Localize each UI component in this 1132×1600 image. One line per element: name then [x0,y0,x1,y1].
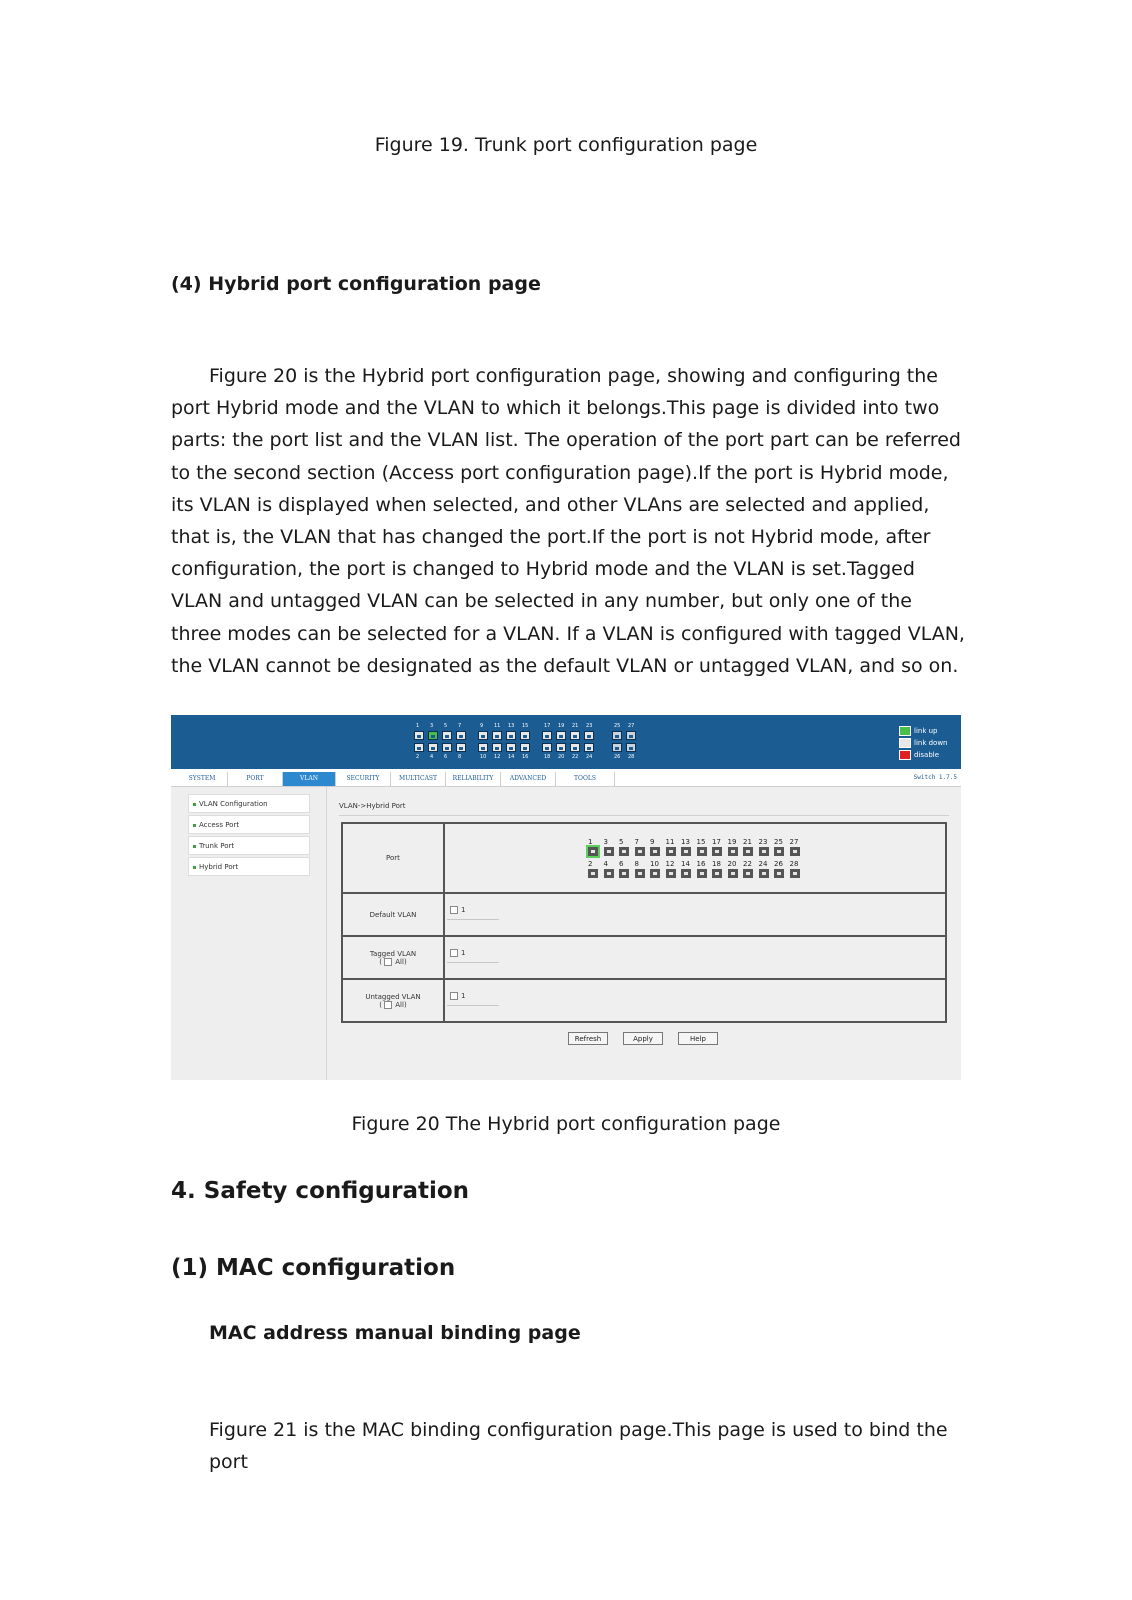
port-select-icon[interactable] [774,847,784,856]
header-port-icon[interactable] [414,743,424,752]
header-port-icon[interactable] [428,731,438,740]
header-port-icon[interactable] [570,731,580,740]
port-number: 12 [665,860,675,868]
switch-header [171,715,961,769]
port-number: 5 [619,838,624,846]
header-port-icon[interactable] [626,731,636,740]
header-port-icon[interactable] [542,731,552,740]
header-port-icon[interactable] [520,743,530,752]
vlan-sidebar [171,787,327,1080]
port-select-icon[interactable] [666,869,676,878]
default-vlan-label [343,894,445,935]
header-port-number: 16 [522,754,529,760]
tab-advanced[interactable]: ADVANCED [501,772,556,786]
port-select-icon[interactable] [635,869,645,878]
port-select-icon[interactable] [743,869,753,878]
header-port-number: 19 [558,723,565,729]
port-number: 8 [634,860,639,868]
header-port-number: 21 [572,723,579,729]
header-port-icon[interactable] [456,731,466,740]
tagged-all-toggle [379,958,406,966]
untagged-vlan-row [343,980,945,1021]
port-number: 21 [743,838,752,846]
header-port-icon[interactable] [570,743,580,752]
port-number: 13 [681,838,690,846]
disable-icon [899,750,911,760]
port-select-icon[interactable] [588,869,598,878]
help-button[interactable]: Help [678,1032,718,1045]
header-port-icon[interactable] [584,731,594,740]
tagged-vlan-1-checkbox[interactable] [450,949,458,957]
port-number: 18 [712,860,721,868]
hybrid-config-table [341,822,947,1023]
default-vlan-label-text: Default VLAN [369,910,417,919]
fig21-paragraph: Figure 21 is the MAC binding configuration page.This page is used to bind the port [209,1419,948,1474]
port-number: 20 [727,860,737,868]
port-number: 22 [743,860,752,868]
port-select-icon[interactable] [728,869,738,878]
default-vlan-row [343,894,945,937]
port-number: 28 [789,860,799,868]
port-select-icon[interactable] [635,847,645,856]
port-select-icon[interactable] [774,869,784,878]
port-number: 10 [650,860,659,868]
port-select-icon[interactable] [604,869,614,878]
header-port-icon[interactable] [492,731,502,740]
header-port-number: 6 [444,754,448,760]
header-port-number: 5 [444,723,448,729]
port-label [343,824,445,892]
port-select-icon[interactable] [666,847,676,856]
port-number: 3 [603,838,608,846]
port-number: 25 [774,838,783,846]
untagged-vlan-1-label: 1 [461,992,466,1000]
port-select-icon[interactable] [743,847,753,856]
header-port-icon[interactable] [428,743,438,752]
port-number: 23 [758,838,768,846]
port-select-icon[interactable] [790,847,800,856]
header-port-icon[interactable] [506,731,516,740]
header-port-number: 12 [494,754,501,760]
apply-button[interactable]: Apply [623,1032,663,1045]
header-port-icon[interactable] [556,731,566,740]
figure-20-caption: Figure 20 The Hybrid port configuration page [351,1113,781,1135]
link-up-icon [899,726,911,736]
untagged-all-toggle [379,1001,406,1009]
header-port-number: 18 [544,754,551,760]
header-port-icon[interactable] [478,731,488,740]
header-port-number: 25 [614,723,621,729]
header-port-number: 23 [586,723,593,729]
header-port-number: 9 [480,723,484,729]
header-port-number: 11 [494,723,501,729]
header-port-icon[interactable] [506,743,516,752]
header-port-number: 14 [508,754,515,760]
default-vlan-value [447,894,945,935]
sidebar-item-vlan-configuration[interactable]: VLAN Configuration [188,794,310,813]
tagged-vlan-label [343,937,445,978]
port-select-icon[interactable] [619,847,629,856]
tab-multicast[interactable]: MULTICAST [391,772,446,786]
tagged-vlan-value [447,937,945,978]
port-select-icon[interactable] [697,869,707,878]
tagged-all-label: All) [395,957,407,966]
port-number: 1 [588,838,593,846]
port-select-icon[interactable] [712,869,722,878]
hybrid-port-screenshot [171,715,961,1080]
header-port-icon[interactable] [442,743,452,752]
header-port-icon[interactable] [456,743,466,752]
value-underline [447,919,499,920]
port-select-icon[interactable] [604,847,614,856]
breadcrumb-divider [339,815,949,816]
default-vlan-1-checkbox[interactable] [450,906,458,914]
header-port-icon[interactable] [612,743,622,752]
mac-binding-heading: MAC address manual binding page [209,1322,581,1344]
header-port-icon[interactable] [626,743,636,752]
port-number: 15 [696,838,706,846]
port-number: 2 [588,860,593,868]
header-port-icon[interactable] [584,743,594,752]
port-number: 19 [727,838,737,846]
tab-reliability[interactable]: RELIABILITY [446,772,501,786]
header-port-number: 1 [416,723,420,729]
figure-19-caption: Figure 19. Trunk port configuration page [374,134,758,156]
port-select-icon[interactable] [697,847,707,856]
section-4-heading: 4. Safety configuration [171,1178,470,1204]
port-select-icon[interactable] [619,869,629,878]
header-port-number: 26 [614,754,621,760]
tagged-vlan-label-text: Tagged VLAN [369,949,417,958]
port-legend [899,725,948,761]
port-number: 24 [758,860,768,868]
port-select-icon[interactable] [650,869,660,878]
untagged-vlan-1-checkbox[interactable] [450,992,458,1000]
header-port-icon[interactable] [556,743,566,752]
refresh-button[interactable]: Refresh [568,1032,608,1045]
header-port-number: 4 [430,754,434,760]
header-port-icon[interactable] [520,731,530,740]
port-select-icon[interactable] [728,847,738,856]
port-number: 7 [634,838,639,846]
tab-system[interactable]: SYSTEM [177,772,228,786]
header-port-icon[interactable] [442,731,452,740]
port-select-icon[interactable] [588,847,598,856]
port-number: 27 [789,838,799,846]
port-number: 9 [650,838,655,846]
header-port-number: 27 [628,723,635,729]
port-number: 11 [665,838,675,846]
breadcrumb: VLAN->Hybrid Port [339,802,406,810]
port-number: 26 [774,860,783,868]
untagged-vlan-value [447,980,945,1021]
header-port-number: 10 [480,754,487,760]
header-port-number: 17 [544,723,551,729]
main-tab-bar [171,769,961,787]
value-underline [447,1005,499,1006]
legend-link-up: link up [914,727,938,735]
port-label-text: Port [386,854,400,862]
mac-configuration-heading: (1) MAC configuration [171,1255,456,1281]
tab-tools[interactable]: TOOLS [556,772,615,786]
header-port-icon[interactable] [542,743,552,752]
untagged-all-checkbox[interactable] [384,1001,392,1009]
untagged-vlan-label-text: Untagged VLAN [365,992,421,1001]
port-number: 6 [619,860,624,868]
all-open-paren: ( [379,1000,383,1009]
port-number: 17 [712,838,721,846]
port-select-icon[interactable] [712,847,722,856]
port-select-icon[interactable] [681,847,691,856]
port-selector [447,824,945,892]
header-port-number: 15 [522,723,529,729]
hybrid-paragraph [171,360,967,682]
port-number: 4 [603,860,608,868]
switch-port-panel [414,723,674,765]
default-vlan-1-label: 1 [461,906,466,914]
header-port-number: 7 [458,723,462,729]
port-number: 14 [681,860,690,868]
value-underline [447,962,499,963]
header-port-icon[interactable] [414,731,424,740]
port-select-icon[interactable] [790,869,800,878]
port-select-icon[interactable] [650,847,660,856]
header-port-number: 28 [628,754,635,760]
header-port-number: 8 [458,754,462,760]
tab-port[interactable]: PORT [228,772,283,786]
header-port-number: 3 [430,723,434,729]
tagged-vlan-row [343,937,945,980]
all-open-paren: ( [379,957,383,966]
link-down-icon [899,738,911,748]
header-port-number: 2 [416,754,420,760]
header-port-number: 22 [572,754,579,760]
tab-security[interactable]: SECURITY [336,772,391,786]
firmware-version: Switch 1.7.5 [913,774,957,781]
port-select-icon[interactable] [759,869,769,878]
port-number: 16 [696,860,706,868]
hybrid-heading: (4) Hybrid port configuration page [171,273,541,295]
port-select-icon[interactable] [759,847,769,856]
sidebar-item-hybrid-port[interactable]: Hybrid Port [188,857,310,876]
sidebar-item-access-port[interactable]: Access Port [188,815,310,834]
tagged-vlan-1-label: 1 [461,949,466,957]
header-port-icon[interactable] [478,743,488,752]
untagged-vlan-label [343,980,445,1021]
sidebar-item-trunk-port[interactable]: Trunk Port [188,836,310,855]
header-port-number: 13 [508,723,515,729]
header-port-number: 20 [558,754,565,760]
tagged-all-checkbox[interactable] [384,958,392,966]
hybrid-paragraph-text: Figure 20 is the Hybrid port configuration page, showing and configuring the port Hybrid mode and the VLAN to which it belongs.This page is divided into two parts: the port list and the VLAN list. The operation of the port part can be referred to the second section (Access port configuration page).If the port is Hybrid mode, its VLAN is displayed when selected, and other VLAns are selected and applied, that is, the VLAN that has changed the port.If the port is not Hybrid mode, after configuration, the port is changed to Hybrid mode and the VLAN is set.Tagged VLAN and untagged VLAN can be selected in any number, but only one of the three modes can be selected for a VLAN. If a VLAN is configured with tagged VLAN, the VLAN cannot be designated as the default VLAN or untagged VLAN, and so on. [171,365,965,677]
header-port-icon[interactable] [612,731,622,740]
port-row [343,824,945,894]
legend-disable: disable [914,751,940,759]
header-port-number: 24 [586,754,593,760]
untagged-all-label: All) [395,1000,407,1009]
tab-vlan[interactable]: VLAN [283,772,336,786]
legend-link-down: link down [914,739,948,747]
header-port-icon[interactable] [492,743,502,752]
port-select-icon[interactable] [681,869,691,878]
